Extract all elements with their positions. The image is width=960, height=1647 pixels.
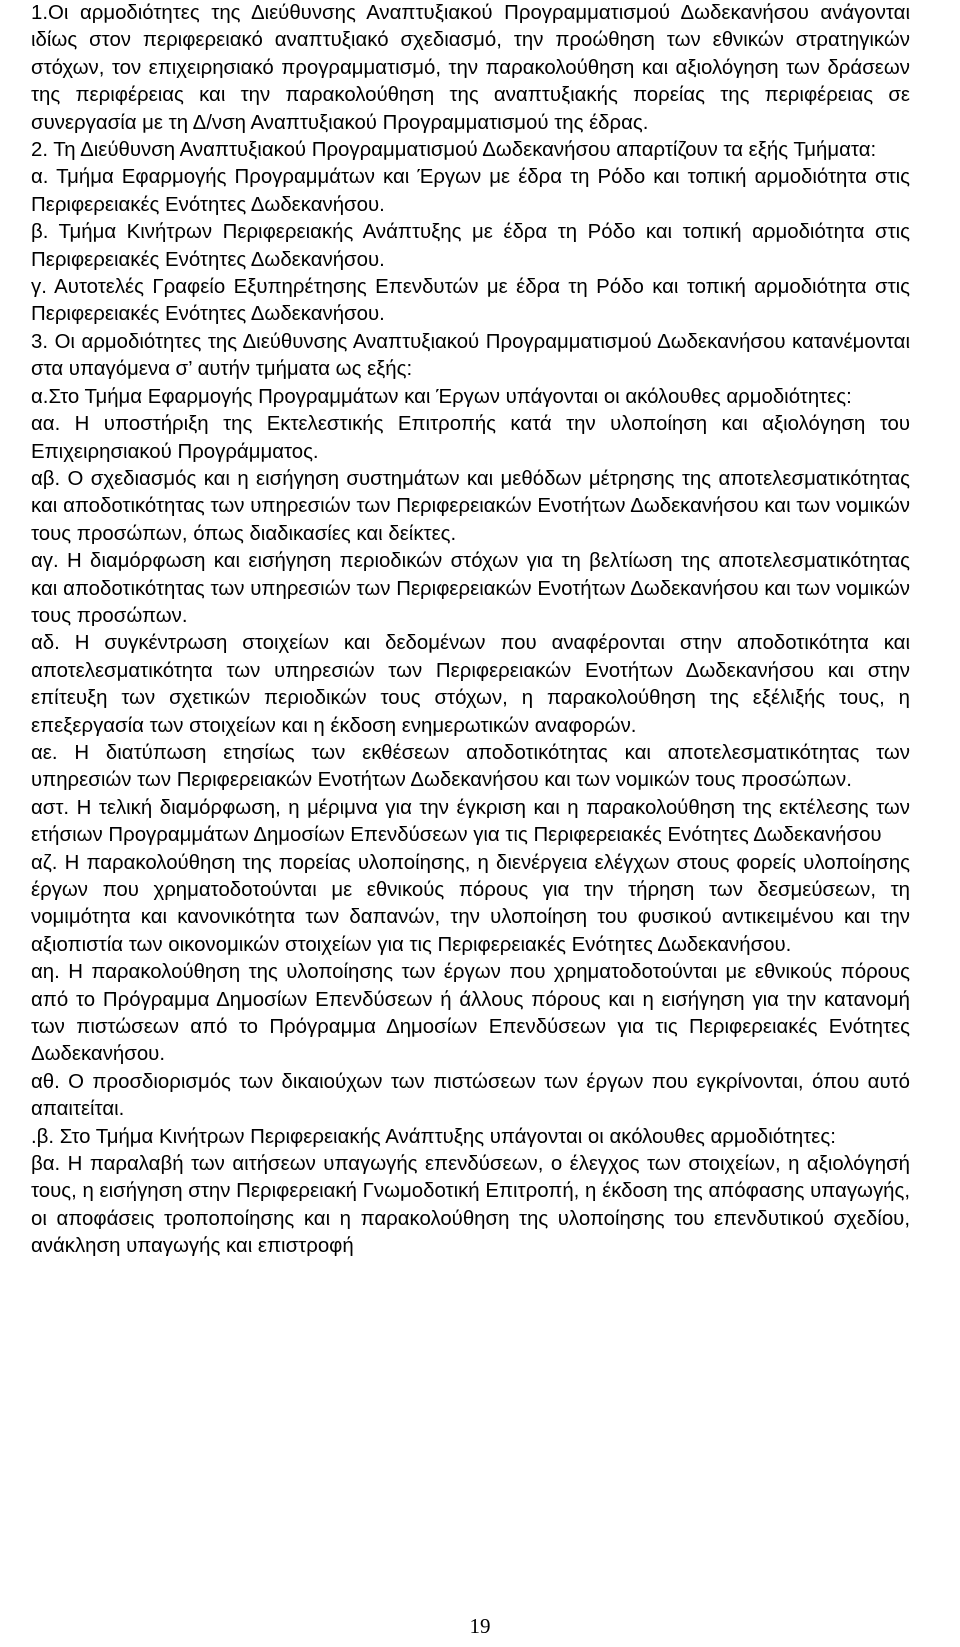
paragraph-3: 3. Οι αρμοδιότητες της Διεύθυνσης Αναπτυξιακού Προγραμματισμού Δωδεκανήσου κατανέμονται στα υπαγόμενα σ’ αυτήν τμήματα ως εξής: <box>31 330 910 381</box>
paragraph-1: 1.Οι αρμοδιότητες της Διεύθυνσης Αναπτυξιακού Προγραμματισμού Δωδεκανήσου ανάγονται ιδίως στον περιφερειακό αναπτυξιακό σχεδιασμό, την προώθηση των εθνικών στρατηγικών στόχων, τον επιχειρησιακό προγραμματισμό, την παρακολούθηση και αξιολόγηση των δράσεων της περιφέρειας και την παρακολούθηση της αναπτυξιακής πορείας της περιφέρειας σε συνεργασία με τη Δ/νση Αναπτυξιακού Προγραμματισμού της έδρας. <box>31 2 910 134</box>
list-item-aa: αα. Η υποστήριξη της Εκτελεστικής Επιτροπής κατά την υλοποίηση και αξιολόγηση του Επιχειρησιακού Προγράμματος. <box>31 413 910 463</box>
list-item-ad: αδ. Η συγκέντρωση στοιχείων και δεδομένων που αναφέρονται στην αποδοτικότητα και αποτελεσματικότητα των υπηρεσιών των Περιφερειακών Ενοτήτων Δωδεκανήσου και στην επίτευξη των σχετικών περιοδικών τους στόχων, η παρακολούθηση της εξέλιξής τους, η επεξεργασία των στοιχείων και η έκδοση ενημερωτικών αναφορών. <box>31 632 910 737</box>
paragraph-2-alpha: α. Τμήμα Εφαρμογής Προγραμμάτων και Έργων με έδρα τη Ρόδο και τοπική αρμοδιότητα στις Περιφερειακές Ενότητες Δωδεκανήσου. <box>31 166 910 216</box>
paragraph-2-gamma: γ. Αυτοτελές Γραφείο Εξυπηρέτησης Επενδυτών με έδρα τη Ρόδο και τοπική αρμοδιότητα στις Περιφερειακές Ενότητες Δωδεκανήσου. <box>31 276 910 326</box>
list-item-ast: αστ. Η τελική διαμόρφωση, η μέριμνα για την έγκριση και η παρακολούθηση της εκτέλεσης των ετήσιων Προγραμμάτων Δημοσίων Επενδύσεων για τις Περιφερειακές Ενότητες Δωδεκανήσου <box>31 796 910 847</box>
paragraph-2-beta: β. Τμήμα Κινήτρων Περιφερειακής Ανάπτυξης με έδρα τη Ρόδο και τοπική αρμοδιότητα στις Περιφερειακές Ενότητες Δωδεκανήσου. <box>31 221 910 271</box>
page-number: 19 <box>469 1614 491 1638</box>
list-item-ab: αβ. Ο σχεδιασμός και η εισήγηση συστημάτων και μεθόδων μέτρησης της αποτελεσματικότητας και αποδοτικότητας των υπηρεσιών των Περιφερειακών Ενοτήτων Δωδεκανήσου και των νομικών τους προσώπων, όπως διαδικασίες και δείκτες. <box>31 467 910 545</box>
list-item-ah: αη. Η παρακολούθηση της υλοποίησης των έργων που χρηματοδοτούνται με εθνικούς πόρους από το Πρόγραμμα Δημοσίων Επενδύσεων ή άλλους πόρους και η εισήγηση για την κατανομή των πιστώσεων από το Πρόγραμμα Δημοσίων Επενδύσεων για τις Περιφερειακές Ενότητες Δωδεκανήσου. <box>31 961 910 1066</box>
paragraph-3-alpha-heading: α.Στο Τμήμα Εφαρμογής Προγραμμάτων και Έργων υπάγονται οι ακόλουθες αρμοδιότητες: <box>31 385 852 408</box>
paragraph-2: 2. Τη Διεύθυνση Αναπτυξιακού Προγραμματισμού Δωδεκανήσου απαρτίζουν τα εξής Τμήματα: <box>31 139 877 162</box>
list-item-ba: βα. Η παραλαβή των αιτήσεων υπαγωγής επενδύσεων, ο έλεγχος των στοιχείων, η αξιολόγησή τους, η εισήγηση στην Περιφερειακή Γνωμοδοτική Επιτροπή, η έκδοση της απόφασης υπαγωγής, οι αποφάσεις τροποποίησης και η παρακολούθηση της υλοποίησης του επενδυτικού σχεδίου, ανάκληση υπαγωγής και επιστροφή <box>31 1153 910 1258</box>
list-item-ath: αθ. Ο προσδιορισμός των δικαιούχων των πιστώσεων των έργων που εγκρίνονται, όπου αυτό απαιτείται. <box>31 1070 910 1121</box>
list-item-ag: αγ. Η διαμόρφωση και εισήγηση περιοδικών στόχων για τη βελτίωση της αποτελεσματικότητας και αποδοτικότητας των υπηρεσιών των Περιφερειακών Ενοτήτων Δωδεκανήσου και των νομικών τους προσώπων. <box>31 550 910 627</box>
list-item-az: αζ. Η παρακολούθηση της πορείας υλοποίησης, η διενέργεια ελέγχων στους φορείς υλοποίησης έργων που χρηματοδοτούνται με εθνικούς πόρους για την τήρηση των δεσμεύσεων, τη νομιμότητα και κανονικότητα των δαπανών, την υλοποίηση του φυσικού αντικειμένου και την αξιοπιστία των οικονομικών στοιχείων για τις Περιφερειακές Ενότητες Δωδεκανήσου. <box>31 851 910 956</box>
document-page <box>31 0 910 1261</box>
list-item-ae: αε. Η διατύπωση ετησίως των εκθέσεων αποδοτικότητας και αποτελεσματικότητας των υπηρεσιών των Περιφερειακών Ενοτήτων Δωδεκανήσου και των νομικών τους προσώπων. <box>31 741 910 792</box>
paragraph-3-beta-heading: .β. Στο Τμήμα Κινήτρων Περιφερειακής Ανάπτυξης υπάγονται οι ακόλουθες αρμοδιότητες: <box>31 1125 836 1148</box>
